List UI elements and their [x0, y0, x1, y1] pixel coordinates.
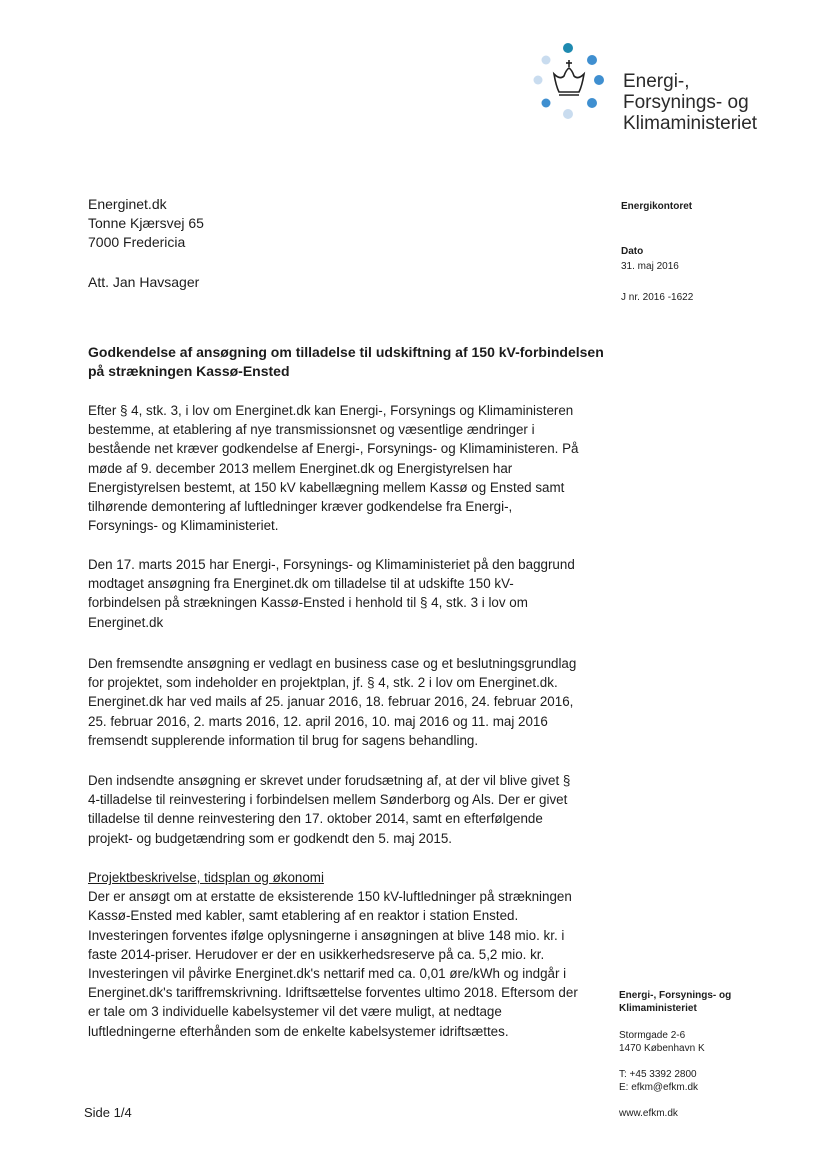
logo-dot	[587, 98, 597, 108]
paragraph-line: 25. februar 2016, 2. marts 2016, 12. april 2016, 10. maj 2016 og 11. maj 2016	[88, 713, 548, 729]
org-contact	[619, 1068, 698, 1094]
logo-dot	[542, 99, 551, 108]
date-label: Dato	[621, 246, 644, 257]
paragraph-line: for projektet, som indeholder en projektplan, jf. § 4, stk. 2 i lov om Energinet.dk.	[88, 675, 558, 691]
body-paragraph	[88, 771, 608, 848]
body-paragraph	[88, 654, 608, 750]
paragraph-line: projekt- og budgetændring som er godkendt den 5. maj 2015.	[88, 830, 453, 846]
paragraph-line: Efter § 4, stk. 3, i lov om Energinet.dk kan Energi-, Forsynings og Klimaministeren	[88, 403, 574, 418]
project-section	[88, 868, 608, 1041]
org-line: Klimaministeriet	[619, 1003, 697, 1014]
address-line: 7000 Fredericia	[88, 234, 186, 250]
paragraph-line: faste 2014-priser. Herudover er der en usikkerhedsreserve på ca. 5,2 mio. kr.	[88, 946, 545, 962]
paragraph-line: Der er ansøgt om at erstatte de eksisterende 150 kV-luftledninger på strækningen	[88, 889, 572, 905]
paragraph-line: tilladelse til denne reinvestering den 17. oktober 2014, samt en efterfølgende	[88, 811, 543, 827]
paragraph-line: fremsendt supplerende information til brug for sagens behandling.	[88, 732, 479, 748]
website-link[interactable]: www.efkm.dk	[619, 1108, 678, 1119]
paragraph-line: forbindelsen på strækningen Kassø-Ensted i henhold til § 4, stk. 3 i lov om	[88, 595, 528, 611]
subject-line: på strækningen Kassø-Ensted	[88, 363, 290, 379]
office-name: Energikontoret	[621, 201, 693, 212]
org-line: Energi-, Forsynings- og	[619, 990, 732, 1001]
paragraph-line: Den indsendte ansøgning er skrevet under forudsætning af, at der vil blive givet §	[88, 773, 571, 788]
paragraph-line: tilhørende demontering af luftledninger kræver godkendelse fra Energi-,	[88, 499, 513, 515]
paragraph-line: luftledningerne efterhånden som de enkelte kabelsystemer idriftsættes.	[88, 1023, 509, 1039]
paragraph-line: Energinet.dk's tariffremskrivning. Idriftsættelse forventes ultimo 2018. Eftersom der	[88, 985, 578, 1001]
paragraph-line: Den fremsendte ansøgning er vedlagt en business case og et beslutningsgrundlag	[88, 656, 577, 671]
paragraph-line: Forsynings- og Klimaministeriet.	[88, 518, 279, 534]
crown-shape	[554, 60, 584, 95]
org-address-line: 1470 København K	[619, 1043, 705, 1054]
logo-dot	[542, 56, 551, 65]
paragraph-line: er tale om 3 individuelle kabelsystemer vil det være muligt, at nedtage	[88, 1004, 502, 1020]
paragraph-line: Den 17. marts 2015 har Energi-, Forsynings- og Klimaministeriet på den baggrund	[88, 557, 575, 572]
body-paragraph	[88, 555, 608, 632]
logo-dot	[594, 75, 604, 85]
recipient-address	[88, 195, 204, 252]
org-name	[619, 989, 731, 1015]
logo-dot	[534, 76, 543, 85]
paragraph-line: bestående net kræver godkendelse af Energi-, Forsynings- og Klimaministeren. På	[88, 441, 579, 457]
address-line: Energinet.dk	[88, 196, 167, 212]
logo-dot	[587, 55, 597, 65]
journal-number: J nr. 2016 -1622	[621, 292, 694, 303]
paragraph-line: Kassø-Ensted med kabler, samt etablering af en reaktor i station Ensted.	[88, 908, 519, 924]
page-number: Side 1/4	[84, 1105, 132, 1120]
attention-line: Att. Jan Havsager	[88, 274, 200, 290]
letter-subject	[88, 343, 618, 381]
email-address: E: efkm@efkm.dk	[619, 1082, 699, 1093]
logo-dot	[563, 43, 573, 53]
ministry-logo-text	[623, 71, 757, 134]
paragraph-line: Energinet.dk	[88, 614, 164, 630]
org-address	[619, 1029, 705, 1055]
paragraph-line: Investeringen forventes ifølge oplysningerne i ansøgningen at blive 148 mio. kr. i	[88, 927, 565, 943]
phone-number: T: +45 3392 2800	[619, 1069, 697, 1080]
paragraph-line: modtaget ansøgning fra Energinet.dk om tilladelse til at udskifte 150 kV-	[88, 576, 514, 592]
date-value: 31. maj 2016	[621, 261, 679, 272]
logo-line: Klimaministeriet	[623, 113, 758, 134]
subject-line: Godkendelse af ansøgning om tilladelse til udskiftning af 150 kV-forbindelsen	[88, 344, 604, 360]
paragraph-line: Energinet.dk har ved mails af 25. januar 2016, 18. februar 2016, 24. februar 2016,	[88, 694, 574, 710]
logo-dot	[563, 109, 573, 119]
paragraph-line: 4-tilladelse til reinvestering i forbindelsen mellem Sønderborg og Als. Der er givet	[88, 792, 568, 808]
paragraph-line: Energistyrelsen bestemt, at 150 kV kabellægning mellem Kassø og Ensted samt	[88, 479, 565, 495]
paragraph-line: møde af 9. december 2013 mellem Energinet.dk og Energistyrelsen har	[88, 460, 513, 476]
paragraph-line: Investeringen vil påvirke Energinet.dk's nettarif med ca. 0,01 øre/kWh og indgår i	[88, 966, 567, 982]
logo-line: Forsynings- og	[623, 92, 749, 113]
paragraph-line: bestemme, at etablering af nye transmissionsnet og væsentlige ændringer i	[88, 422, 535, 438]
body-paragraph	[88, 401, 608, 535]
address-line: Tonne Kjærsvej 65	[88, 215, 204, 231]
org-address-line: Stormgade 2-6	[619, 1030, 686, 1041]
logo-line: Energi-,	[623, 71, 690, 92]
section-heading: Projektbeskrivelse, tidsplan og økonomi	[88, 870, 324, 885]
